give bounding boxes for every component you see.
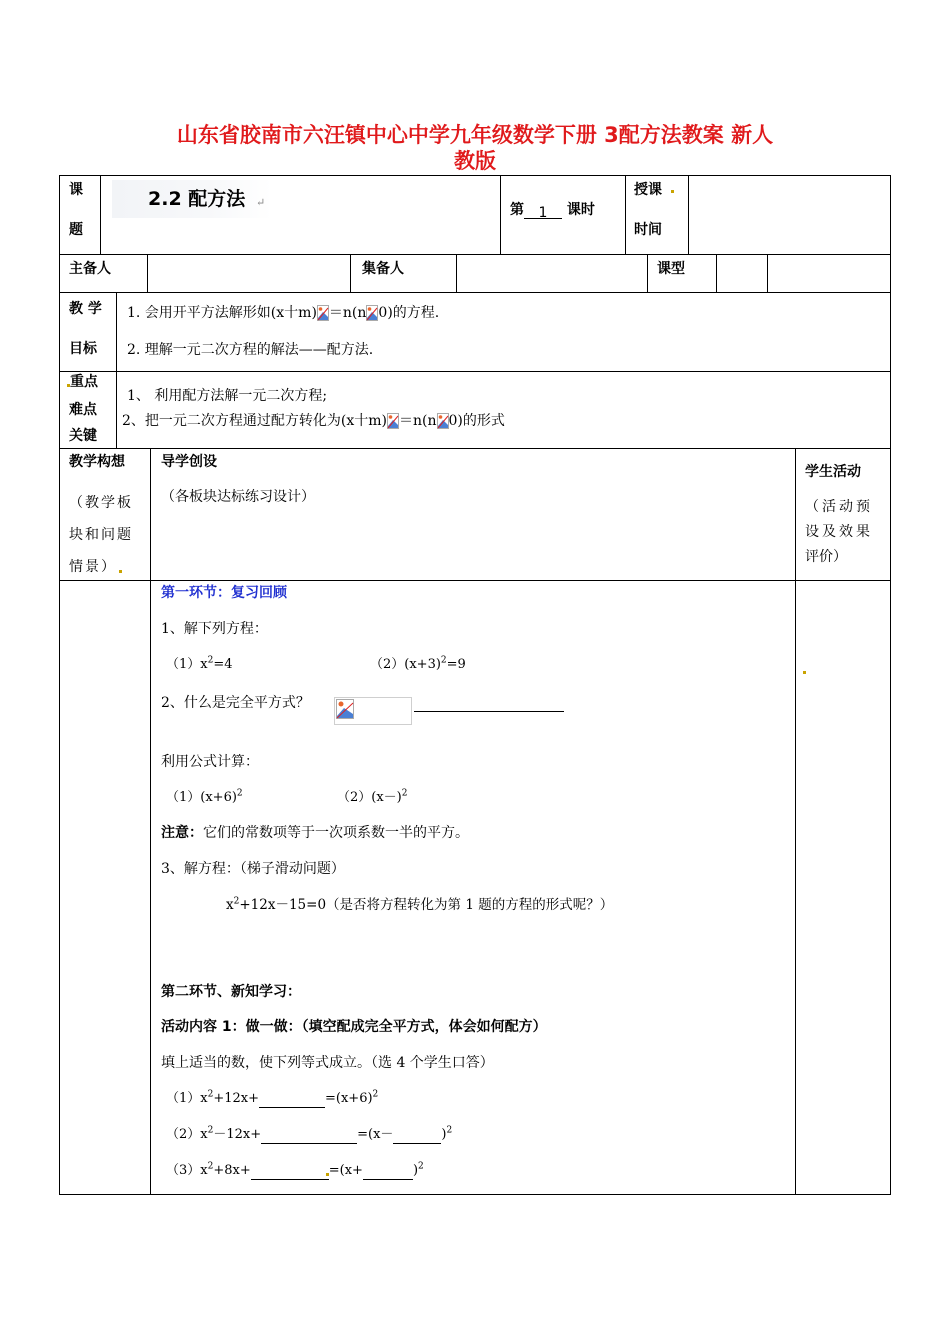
- section-1-title: 第一环节：复习回顾: [161, 585, 287, 601]
- fill-2-end: ): [441, 1127, 447, 1142]
- calc-2: [337, 789, 407, 807]
- period-field: [510, 201, 595, 219]
- lead-preparer-label: 主备人: [69, 261, 111, 277]
- goals-label-1: 教 学: [69, 301, 102, 317]
- col-divider: [350, 254, 351, 292]
- exponent: 2: [401, 788, 408, 799]
- col-divider: [500, 175, 501, 254]
- design-right-sub-3: 评价）: [805, 549, 847, 565]
- title-line-2: 教版: [454, 149, 496, 173]
- design-left-sub-1: （教学板: [69, 495, 133, 511]
- calc-1: [166, 789, 243, 807]
- col-divider: [795, 448, 796, 1195]
- fill-intro: 填上适当的数，使下列等式成立。（选 4 个学生口答）: [161, 1055, 494, 1071]
- period-suffix: 课时: [566, 202, 595, 218]
- key-point-2-end: 0)的形式: [448, 413, 505, 429]
- question-1: 1、解下列方程：: [161, 621, 268, 637]
- activity-label: 活动内容 1：做一做：: [161, 1019, 302, 1035]
- image-placeholder-icon: [366, 305, 378, 321]
- period-prefix: 第: [510, 202, 524, 218]
- question-2: 2、什么是完全平方式？: [161, 695, 310, 711]
- goal-1-end: 0)的方程.: [378, 305, 440, 321]
- design-mid-sub: （各板块达标练习设计）: [161, 489, 315, 505]
- question-3: 3、解方程：（梯子滑动问题）: [161, 861, 345, 877]
- fill-blank[interactable]: [261, 1129, 357, 1144]
- fill-blank[interactable]: [259, 1093, 325, 1108]
- eq-1b-post: =9: [446, 657, 466, 672]
- q3-eq-pre: x: [226, 897, 234, 913]
- calc-2-text: （2）(x－): [337, 790, 402, 805]
- exponent: 2: [372, 1089, 379, 1100]
- goal-1: [127, 304, 439, 322]
- design-left-title: 教学构想: [69, 454, 125, 470]
- fill-1-post: =(x+6): [325, 1091, 373, 1106]
- design-right-sub-1: （活动预: [805, 499, 873, 515]
- activity-1: [161, 1018, 547, 1036]
- fill-1-mid: +12x+: [213, 1091, 260, 1106]
- marker-dot: [119, 570, 122, 573]
- calc-intro: 利用公式计算：: [161, 754, 259, 770]
- activity-text: （填空配成完全平方式，体会如何配方）: [301, 1019, 547, 1035]
- exponent: 2: [233, 896, 240, 907]
- exponent: 2: [207, 655, 214, 666]
- col-divider: [100, 175, 101, 254]
- row-divider: [59, 292, 891, 293]
- col-divider: [716, 254, 717, 292]
- key-label-1: 重点: [70, 374, 98, 390]
- teach-time-label-1: 授课: [634, 182, 662, 198]
- fill-2-pre: （2）x: [166, 1127, 208, 1142]
- equation-1b: [370, 656, 466, 674]
- design-right-title: 学生活动: [805, 464, 861, 480]
- image-placeholder-icon: [317, 305, 329, 321]
- col-divider: [767, 254, 768, 292]
- exponent: 2: [236, 788, 243, 799]
- fill-1: [166, 1090, 378, 1108]
- col-divider: [688, 175, 689, 254]
- fill-blank[interactable]: [363, 1165, 413, 1180]
- exponent: 2: [207, 1125, 214, 1136]
- fill-blank[interactable]: [393, 1129, 441, 1144]
- image-placeholder-icon: [437, 413, 449, 429]
- fill-2: [166, 1126, 452, 1144]
- fill-blank[interactable]: [251, 1165, 329, 1180]
- key-point-1: 1、 利用配方法解一元二次方程;: [127, 388, 328, 404]
- design-right-sub-2: 设及效果: [805, 524, 873, 540]
- broken-image-box: [334, 697, 412, 725]
- marker-dot: [326, 1173, 329, 1176]
- question-3-equation: [226, 896, 613, 914]
- marker-dot: [671, 190, 674, 193]
- eq-1a-pre: （1）x: [166, 657, 208, 672]
- fill-2-post: =(x－: [357, 1127, 394, 1142]
- lesson-title: 2.2 配方法: [148, 188, 246, 210]
- eq-1a-post: =4: [213, 657, 233, 672]
- exponent: 2: [207, 1089, 214, 1100]
- fill-3: [166, 1162, 424, 1180]
- exponent: 2: [446, 1125, 453, 1136]
- row-divider: [59, 448, 891, 449]
- key-point-2: [122, 412, 505, 430]
- lesson-title-mark: ↵: [256, 196, 266, 209]
- key-point-2-text: 2、把一元二次方程通过配方转化为(x十m): [122, 413, 388, 429]
- exponent: 2: [207, 1161, 214, 1172]
- title-line-1: 山东省胶南市六汪镇中心中学九年级数学下册 3配方法教案 新人: [176, 123, 774, 147]
- goals-label-2: 目标: [69, 341, 97, 357]
- goal-2: 2. 理解一元二次方程的解法——配方法.: [127, 342, 374, 358]
- lesson-type-label: 课型: [657, 261, 685, 277]
- fill-2-mid: －12x+: [213, 1127, 262, 1142]
- document-title: [60, 122, 890, 174]
- note-label: 注意：: [161, 825, 203, 841]
- col-divider: [150, 448, 151, 1195]
- answer-blank-line: [414, 697, 564, 712]
- design-left-sub-2: 块和问题: [69, 527, 133, 543]
- marker-dot: [803, 671, 806, 674]
- fill-3-mid: +8x+: [213, 1163, 251, 1178]
- collective-preparer-label: 集备人: [362, 261, 404, 277]
- exponent: 2: [418, 1161, 424, 1172]
- image-placeholder-icon: [387, 413, 399, 429]
- goal-1-text: 1. 会用开平方法解形如(x十m): [127, 305, 317, 321]
- col-divider: [456, 254, 457, 292]
- fill-3-post: =(x+: [328, 1163, 363, 1178]
- label-ti: 题: [69, 222, 83, 238]
- fill-3-end: ): [412, 1163, 419, 1178]
- image-placeholder-icon: [336, 699, 354, 719]
- calc-1-text: （1）(x+6): [166, 790, 237, 805]
- label-ke: 课: [69, 182, 83, 198]
- row-divider: [59, 580, 891, 581]
- goal-1-mid: ＝n(n: [328, 305, 367, 321]
- fill-1-pre: （1）x: [166, 1091, 208, 1106]
- key-label-3: 关键: [69, 428, 97, 444]
- note: [161, 824, 469, 842]
- section-2-title: 第二环节、新知学习：: [161, 984, 301, 1000]
- col-divider: [116, 292, 117, 448]
- col-divider: [147, 254, 148, 292]
- design-left-sub-3: 情景）: [69, 559, 117, 575]
- col-divider: [625, 175, 626, 254]
- note-text: 它们的常数项等于一次项系数一半的平方。: [203, 825, 469, 841]
- col-divider: [647, 254, 648, 292]
- fill-3-pre: （3）x: [166, 1163, 208, 1178]
- row-divider: [59, 371, 891, 372]
- key-label-2: 难点: [69, 402, 97, 418]
- eq-1b-pre: （2）(x+3): [370, 657, 441, 672]
- equation-1a: [166, 656, 233, 674]
- period-number: 1: [524, 204, 562, 219]
- q3-eq-post: +12x－15=0（是否将方程转化为第 1 题的方程的形式呢？）: [239, 897, 614, 913]
- key-point-2-mid: ＝n(n: [399, 413, 437, 429]
- lesson-plan-table: [59, 175, 891, 1195]
- teach-time-label-2: 时间: [634, 222, 662, 238]
- exponent: 2: [440, 655, 447, 666]
- design-mid-title: 导学创设: [161, 454, 217, 470]
